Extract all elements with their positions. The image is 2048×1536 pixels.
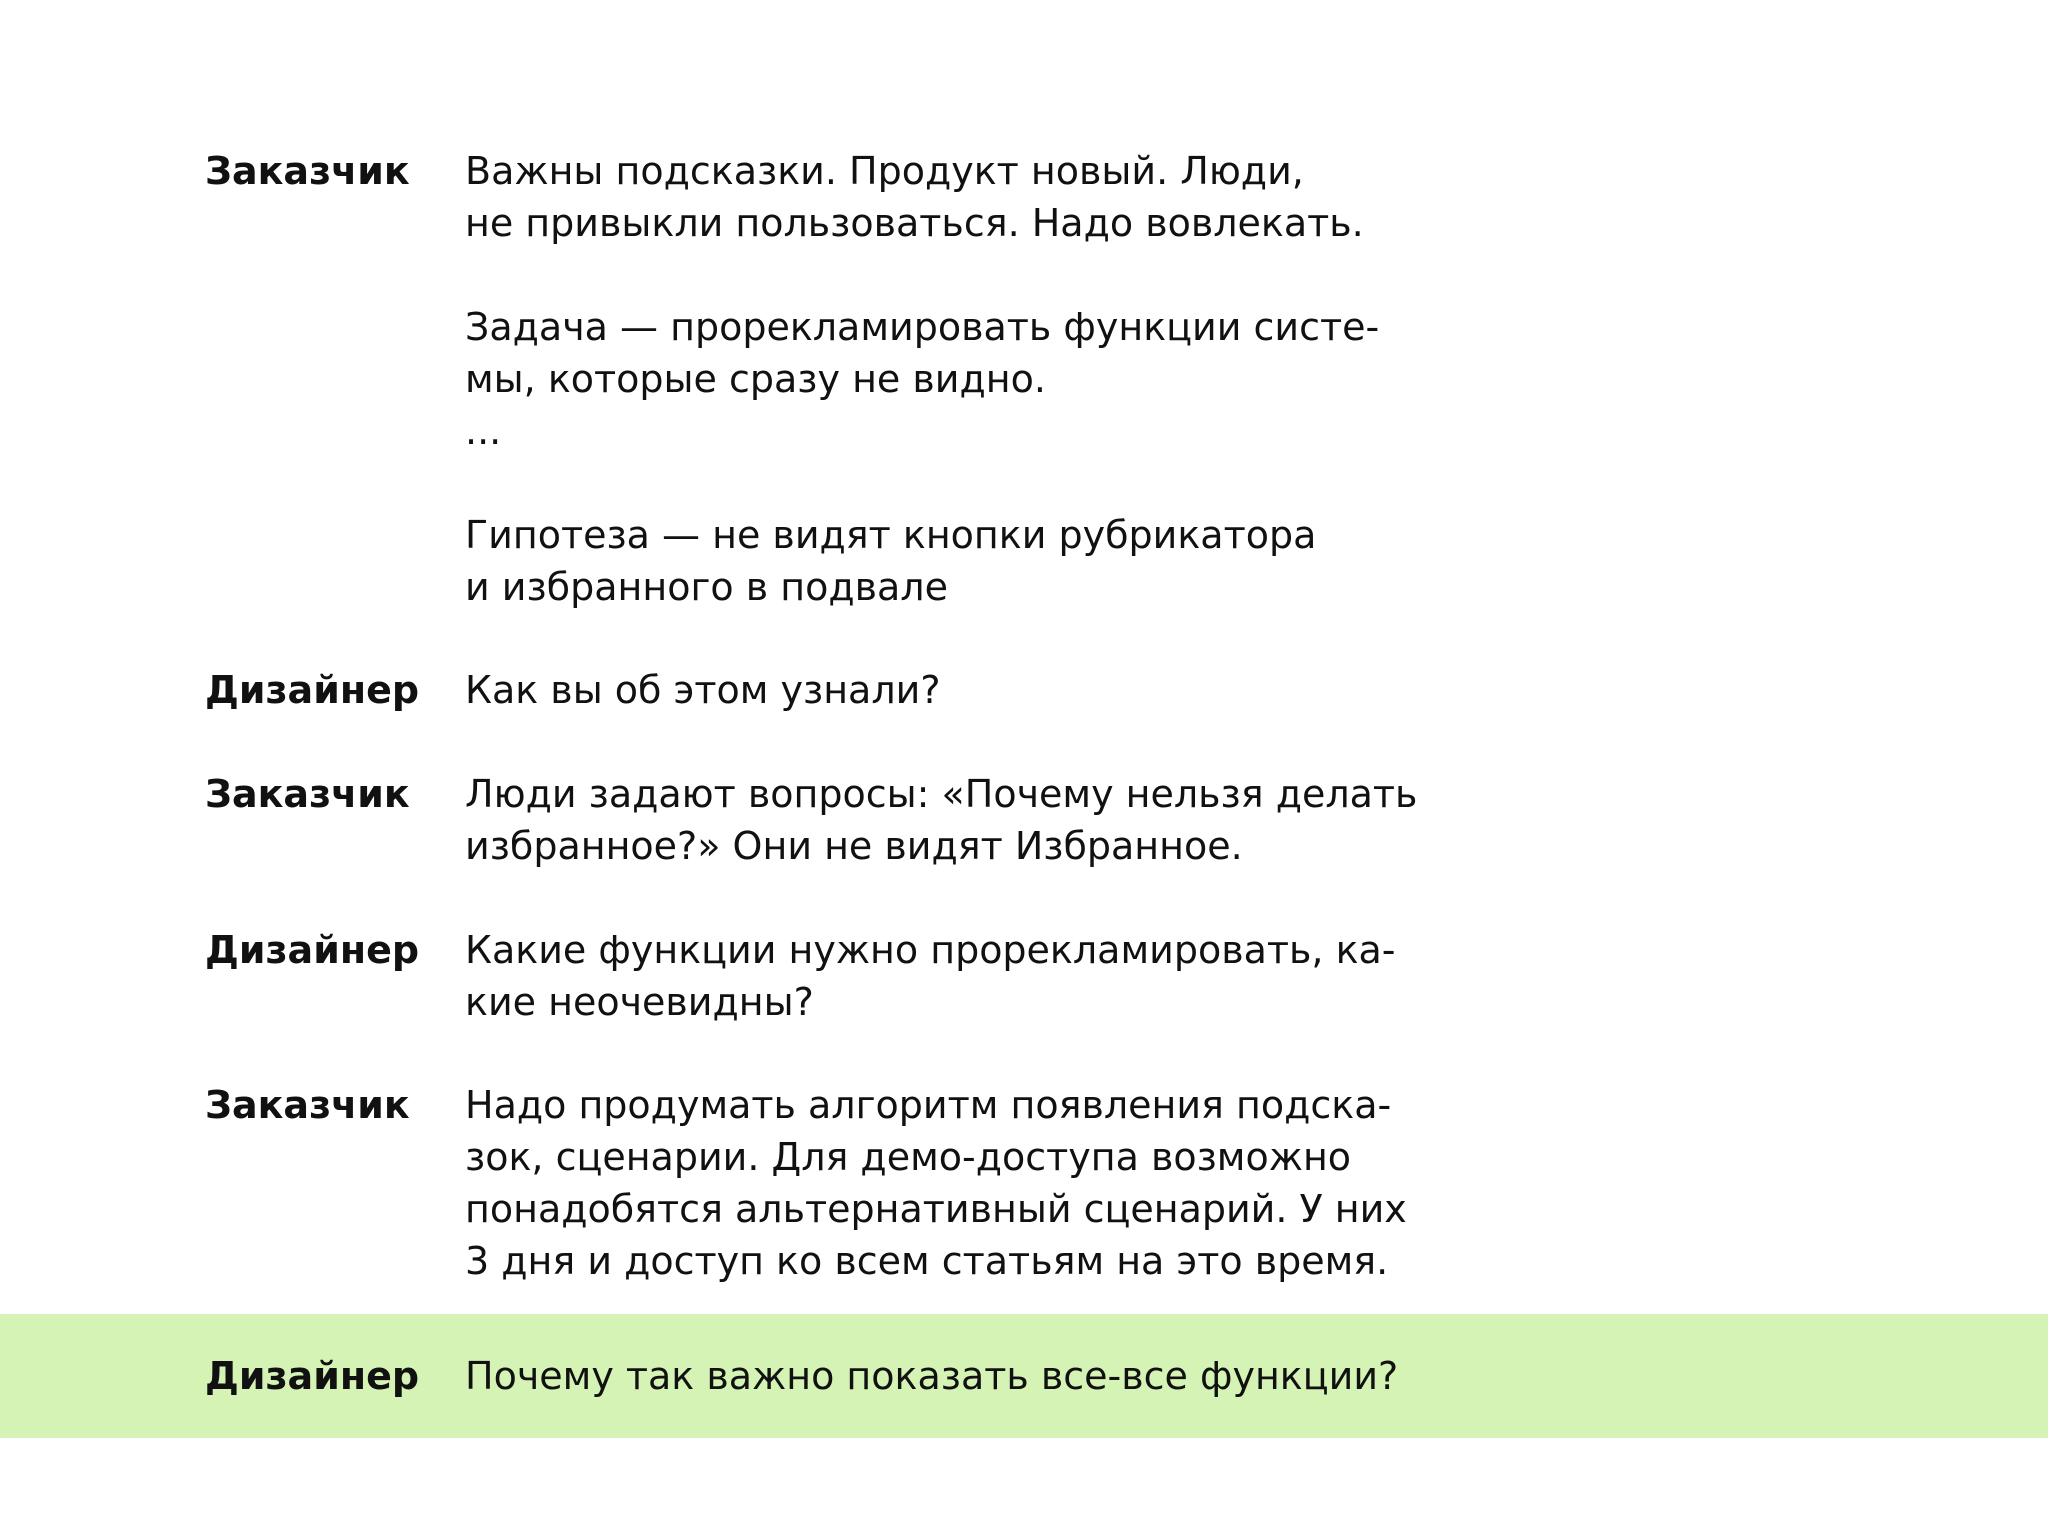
speaker-label: Дизайнер	[205, 928, 420, 972]
paragraph-gap	[465, 249, 1379, 301]
speaker-label: Заказчик	[205, 772, 410, 816]
dialog-line: 3 дня и доступ ко всем статьям на это время.	[465, 1239, 1389, 1283]
dialog-text	[465, 924, 1396, 1028]
dialog-line: Какие функции нужно прорекламировать, ка-	[465, 928, 1396, 972]
dialog-line: Надо продумать алгоритм появления подска-	[465, 1083, 1392, 1127]
speaker-label: Заказчик	[205, 149, 410, 193]
speaker-label: Заказчик	[205, 1083, 410, 1127]
dialog-text	[465, 1079, 1407, 1287]
dialog-line: и избранного в подвале	[465, 565, 948, 609]
dialog-line: Задача — прорекламировать функции систе-	[465, 305, 1380, 349]
speaker-label: Дизайнер	[205, 668, 420, 712]
dialog-line: Гипотеза — не видят кнопки рубрикатора	[465, 513, 1317, 557]
dialog-line: ...	[465, 409, 502, 453]
dialog-line: Люди задают вопросы: «Почему нельзя делать	[465, 772, 1418, 816]
dialog-text	[465, 1350, 1398, 1402]
dialog-line: зок, сценарии. Для демо-доступа возможно	[465, 1135, 1352, 1179]
dialog-line: не привыкли пользоваться. Надо вовлекать.	[465, 201, 1364, 245]
dialog-line: Почему так важно показать все-все функции?	[465, 1354, 1399, 1398]
dialog-line: Как вы об этом узнали?	[465, 668, 941, 712]
speaker-label: Дизайнер	[205, 1354, 420, 1398]
dialog-line: мы, которые сразу не видно.	[465, 357, 1046, 401]
dialog-line: кие неочевидны?	[465, 980, 814, 1024]
dialog-text	[465, 145, 1379, 613]
dialog-line: Важны подсказки. Продукт новый. Люди,	[465, 149, 1304, 193]
dialog-text	[465, 768, 1417, 872]
paragraph-gap	[465, 457, 1379, 509]
dialog-line: понадобятся альтернативный сценарий. У них	[465, 1187, 1407, 1231]
dialog-text	[465, 664, 941, 716]
dialog-line: избранное?» Они не видят Избранное.	[465, 824, 1243, 868]
